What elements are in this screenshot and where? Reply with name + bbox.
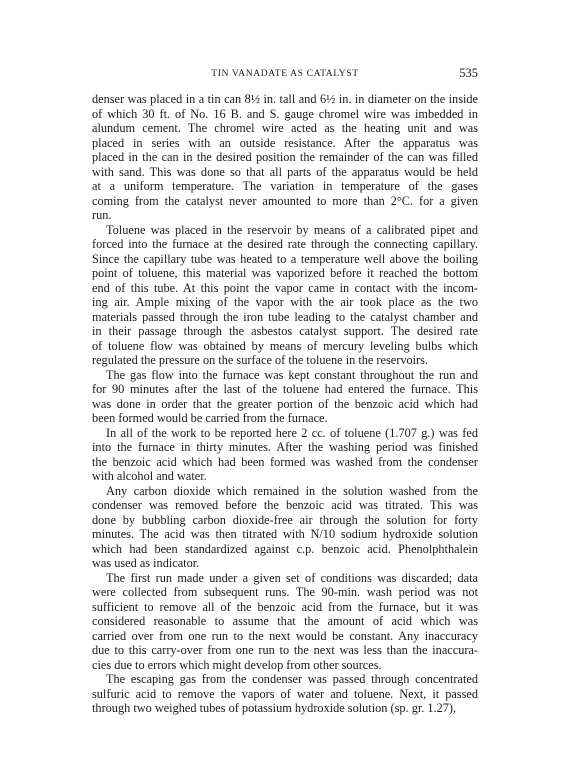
text-line: was done in order that the greater portion of the benzoic acid which had — [92, 396, 478, 411]
paragraph — [92, 672, 478, 716]
text-line: was used as indicator. — [92, 556, 200, 570]
text-line: the benzoic acid which had been formed was washed from the condenser — [92, 454, 478, 469]
text-line: Since the capillary tube was heated to a temperature well above the boiling — [92, 251, 478, 266]
text-line: which had been standardized against c.p. benzoic acid. Phenolphthalein — [92, 541, 478, 556]
text-line: regulated the pressure on the surface of the toluene in the reservoirs. — [92, 353, 428, 367]
text-line: condenser was removed before the benzoic acid was titrated. This was — [92, 498, 478, 512]
text-line: were collected from subsequent runs. The 90-min. wash period was not — [92, 585, 478, 599]
text-line: In all of the work to be reported here 2 cc. of toluene (1.707 g.) was fed — [106, 425, 478, 440]
text-line: done by bubbling carbon dioxide-free air through the solution for forty — [92, 512, 478, 527]
text-line: placed in the can in the desired position the remainder of the can was filled — [92, 150, 478, 164]
running-head — [92, 66, 478, 82]
text-line: Toluene was placed in the reservoir by means of a calibrated pipet and — [106, 222, 478, 237]
text-line: carried over from one run to the next would be constant. Any inaccuracy — [92, 628, 478, 643]
text-line: ing air. Ample mixing of the vapor with the air took place as the two — [92, 295, 478, 309]
text-line: of which 30 ft. of No. 16 B. and S. gauge chromel wire was imbedded in — [92, 106, 478, 121]
text-line: Any carbon dioxide which remained in the solution washed from the — [106, 483, 478, 498]
text-line: placed in series with an outside resistance. After the apparatus was — [92, 135, 478, 150]
text-line: end of this tube. At this point the vapor came in contact with the incom- — [92, 280, 478, 295]
text-line: into the furnace in thirty minutes. After the washing period was finished — [92, 440, 478, 454]
text-line: due to this carry-over from one run to the next was less than the inaccura- — [92, 643, 478, 657]
text-line: with alcohol and water. — [92, 469, 207, 483]
text-line: considered reasonable to assume that the amount of acid which was — [92, 614, 478, 628]
text-line: in their passage through the asbestos catalyst support. The desired rate — [92, 324, 478, 338]
text-line: coming from the catalyst never amounted to more than 2°C. for a given — [92, 193, 478, 208]
text-line: denser was placed in a tin can 8½ in. tall and 6½ in. in diameter on the inside — [92, 92, 478, 106]
paragraph — [92, 223, 478, 368]
text-line: alundum cement. The chromel wire acted as the heating unit and was — [92, 121, 478, 135]
text-line: through two weighed tubes of potassium hydroxide solution (sp. gr. 1.27), — [92, 701, 457, 715]
text-line: forced into the furnace at the desired rate through the connecting capillary. — [92, 237, 478, 251]
body-text — [92, 92, 478, 716]
paragraph — [92, 484, 478, 571]
text-line: materials passed through the iron tube leading to the catalyst chamber and — [92, 309, 478, 324]
paragraph — [92, 426, 478, 484]
text-line: The escaping gas from the condenser was passed through concentrated — [106, 672, 478, 686]
text-line: cies due to errors which might develop from other sources. — [92, 657, 382, 672]
text-line: for 90 minutes after the last of the toluene had entered the furnace. This — [92, 382, 478, 396]
paragraph — [92, 368, 478, 426]
running-title: TIN VANADATE AS CATALYST — [211, 68, 359, 79]
paragraph — [92, 92, 478, 223]
text-line: sulfuric acid to remove the vapors of water and toluene. Next, it passed — [92, 686, 478, 701]
text-line: at a uniform temperature. The variation in temperature of the gases — [92, 179, 478, 193]
text-line: minutes. The acid was then titrated with N/10 sodium hydroxide solution — [92, 527, 478, 541]
text-line: sufficient to remove all of the benzoic acid from the furnace, but it was — [92, 599, 478, 614]
paragraph — [92, 571, 478, 673]
page-number: 535 — [459, 66, 478, 80]
text-line: run. — [92, 208, 112, 222]
text-line: been formed would be carried from the furnace. — [92, 411, 328, 425]
text-line: with sand. This was done so that all parts of the apparatus would be held — [92, 164, 478, 179]
text-line: point of toluene, this material was vaporized before it reached the bottom — [92, 266, 478, 280]
text-line: of toluene flow was obtained by means of mercury leveling bulbs which — [92, 338, 478, 353]
text-line: The gas flow into the furnace was kept constant throughout the run and — [106, 367, 478, 382]
text-line: The first run made under a given set of conditions was discarded; data — [106, 570, 478, 585]
